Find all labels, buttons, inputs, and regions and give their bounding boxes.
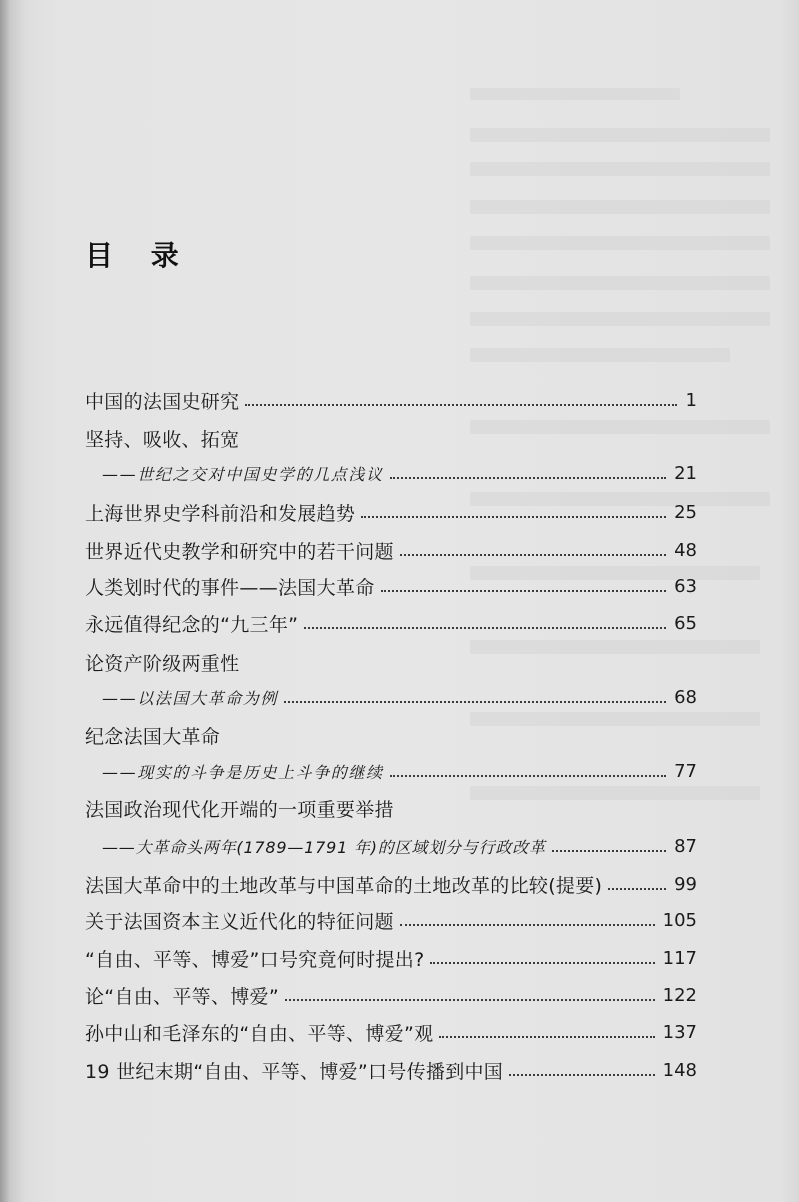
toc-entry <box>85 610 697 636</box>
page-number: 99 <box>674 873 697 895</box>
bleed-through <box>470 236 770 250</box>
page-number: 48 <box>674 539 697 561</box>
toc-entry <box>85 499 697 525</box>
entry-title: “自由、平等、博爱”口号究竟何时提出? <box>85 948 425 971</box>
leader-dots <box>361 516 666 518</box>
leader-dots <box>304 627 666 629</box>
toc-entry <box>85 722 697 748</box>
entry-title: 人类划时代的事件——法国大革命 <box>85 576 375 599</box>
bleed-through <box>470 276 770 290</box>
leader-dots <box>390 775 666 777</box>
leader-dots <box>285 999 655 1001</box>
toc-entry <box>85 945 697 971</box>
page-number: 137 <box>662 1021 697 1043</box>
page-number: 68 <box>674 686 697 708</box>
entry-title: 世界近代史教学和研究中的若干问题 <box>85 540 394 563</box>
entry-subtitle: ——以法国大革命为例 <box>102 688 279 708</box>
bleed-through <box>470 200 770 214</box>
toc-entry <box>85 537 697 563</box>
toc-entry <box>85 795 697 821</box>
toc-entry <box>85 907 697 933</box>
page-number: 1 <box>685 389 697 411</box>
page-number: 65 <box>674 612 697 634</box>
entry-subtitle: ——世纪之交对中国史学的几点浅议 <box>102 464 384 484</box>
toc-entry-subtitle <box>102 460 697 486</box>
toc-entry <box>85 425 697 451</box>
page-number: 105 <box>662 909 697 931</box>
entry-title: 上海世界史学科前沿和发展趋势 <box>85 502 356 525</box>
leader-dots <box>552 850 666 852</box>
page-number: 21 <box>674 462 697 484</box>
toc-entry-subtitle <box>102 833 697 859</box>
leader-dots <box>400 554 666 556</box>
entry-title: 坚持、吸收、拓宽 <box>85 428 240 451</box>
entry-title: 论“自由、平等、博爱” <box>85 985 279 1008</box>
leader-dots <box>608 888 666 890</box>
page-number: 87 <box>674 835 697 857</box>
page-title: 目 录 <box>85 239 193 272</box>
toc-entry-subtitle <box>102 684 697 710</box>
toc-entry-subtitle <box>102 758 697 784</box>
entry-title: 19 世纪末期“自由、平等、博爱”口号传播到中国 <box>85 1060 504 1083</box>
page-number: 63 <box>674 575 697 597</box>
entry-title: 孙中山和毛泽东的“自由、平等、博爱”观 <box>85 1022 434 1045</box>
entry-subtitle: ——大革命头两年(1789—1791 年)的区域划分与行政改革 <box>102 837 546 857</box>
toc-entry <box>85 1019 697 1045</box>
toc-entry <box>85 982 697 1008</box>
page-number: 25 <box>674 501 697 523</box>
toc-entry <box>85 871 697 897</box>
entry-title: 永远值得纪念的“九三年” <box>85 613 299 636</box>
bleed-through <box>470 348 730 362</box>
leader-dots <box>439 1036 654 1038</box>
entry-title: 法国大革命中的土地改革与中国革命的土地改革的比较(提要) <box>85 874 603 897</box>
page-number: 148 <box>662 1059 697 1081</box>
toc-entry <box>85 1057 697 1083</box>
leader-dots <box>430 962 654 964</box>
bleed-through <box>470 312 770 326</box>
page-number: 122 <box>662 984 697 1006</box>
leader-dots <box>390 477 666 479</box>
entry-title: 纪念法国大革命 <box>85 725 221 748</box>
page-number: 117 <box>662 947 697 969</box>
bleed-through <box>470 162 770 176</box>
leader-dots <box>245 404 677 406</box>
toc-entry <box>85 573 697 599</box>
entry-title: 论资产阶级两重性 <box>85 652 240 675</box>
toc-entry <box>85 387 697 413</box>
entry-title: 中国的法国史研究 <box>85 390 240 413</box>
leader-dots <box>400 924 655 926</box>
bleed-through <box>470 128 770 142</box>
entry-subtitle: ——现实的斗争是历史上斗争的继续 <box>102 762 384 782</box>
entry-title: 关于法国资本主义近代化的特征问题 <box>85 910 394 933</box>
entry-title: 法国政治现代化开端的一项重要举措 <box>85 798 394 821</box>
leader-dots <box>381 590 667 592</box>
toc-entry <box>85 649 697 675</box>
leader-dots <box>284 701 666 703</box>
page-number: 77 <box>674 760 697 782</box>
bleed-through <box>470 88 680 100</box>
leader-dots <box>509 1074 655 1076</box>
